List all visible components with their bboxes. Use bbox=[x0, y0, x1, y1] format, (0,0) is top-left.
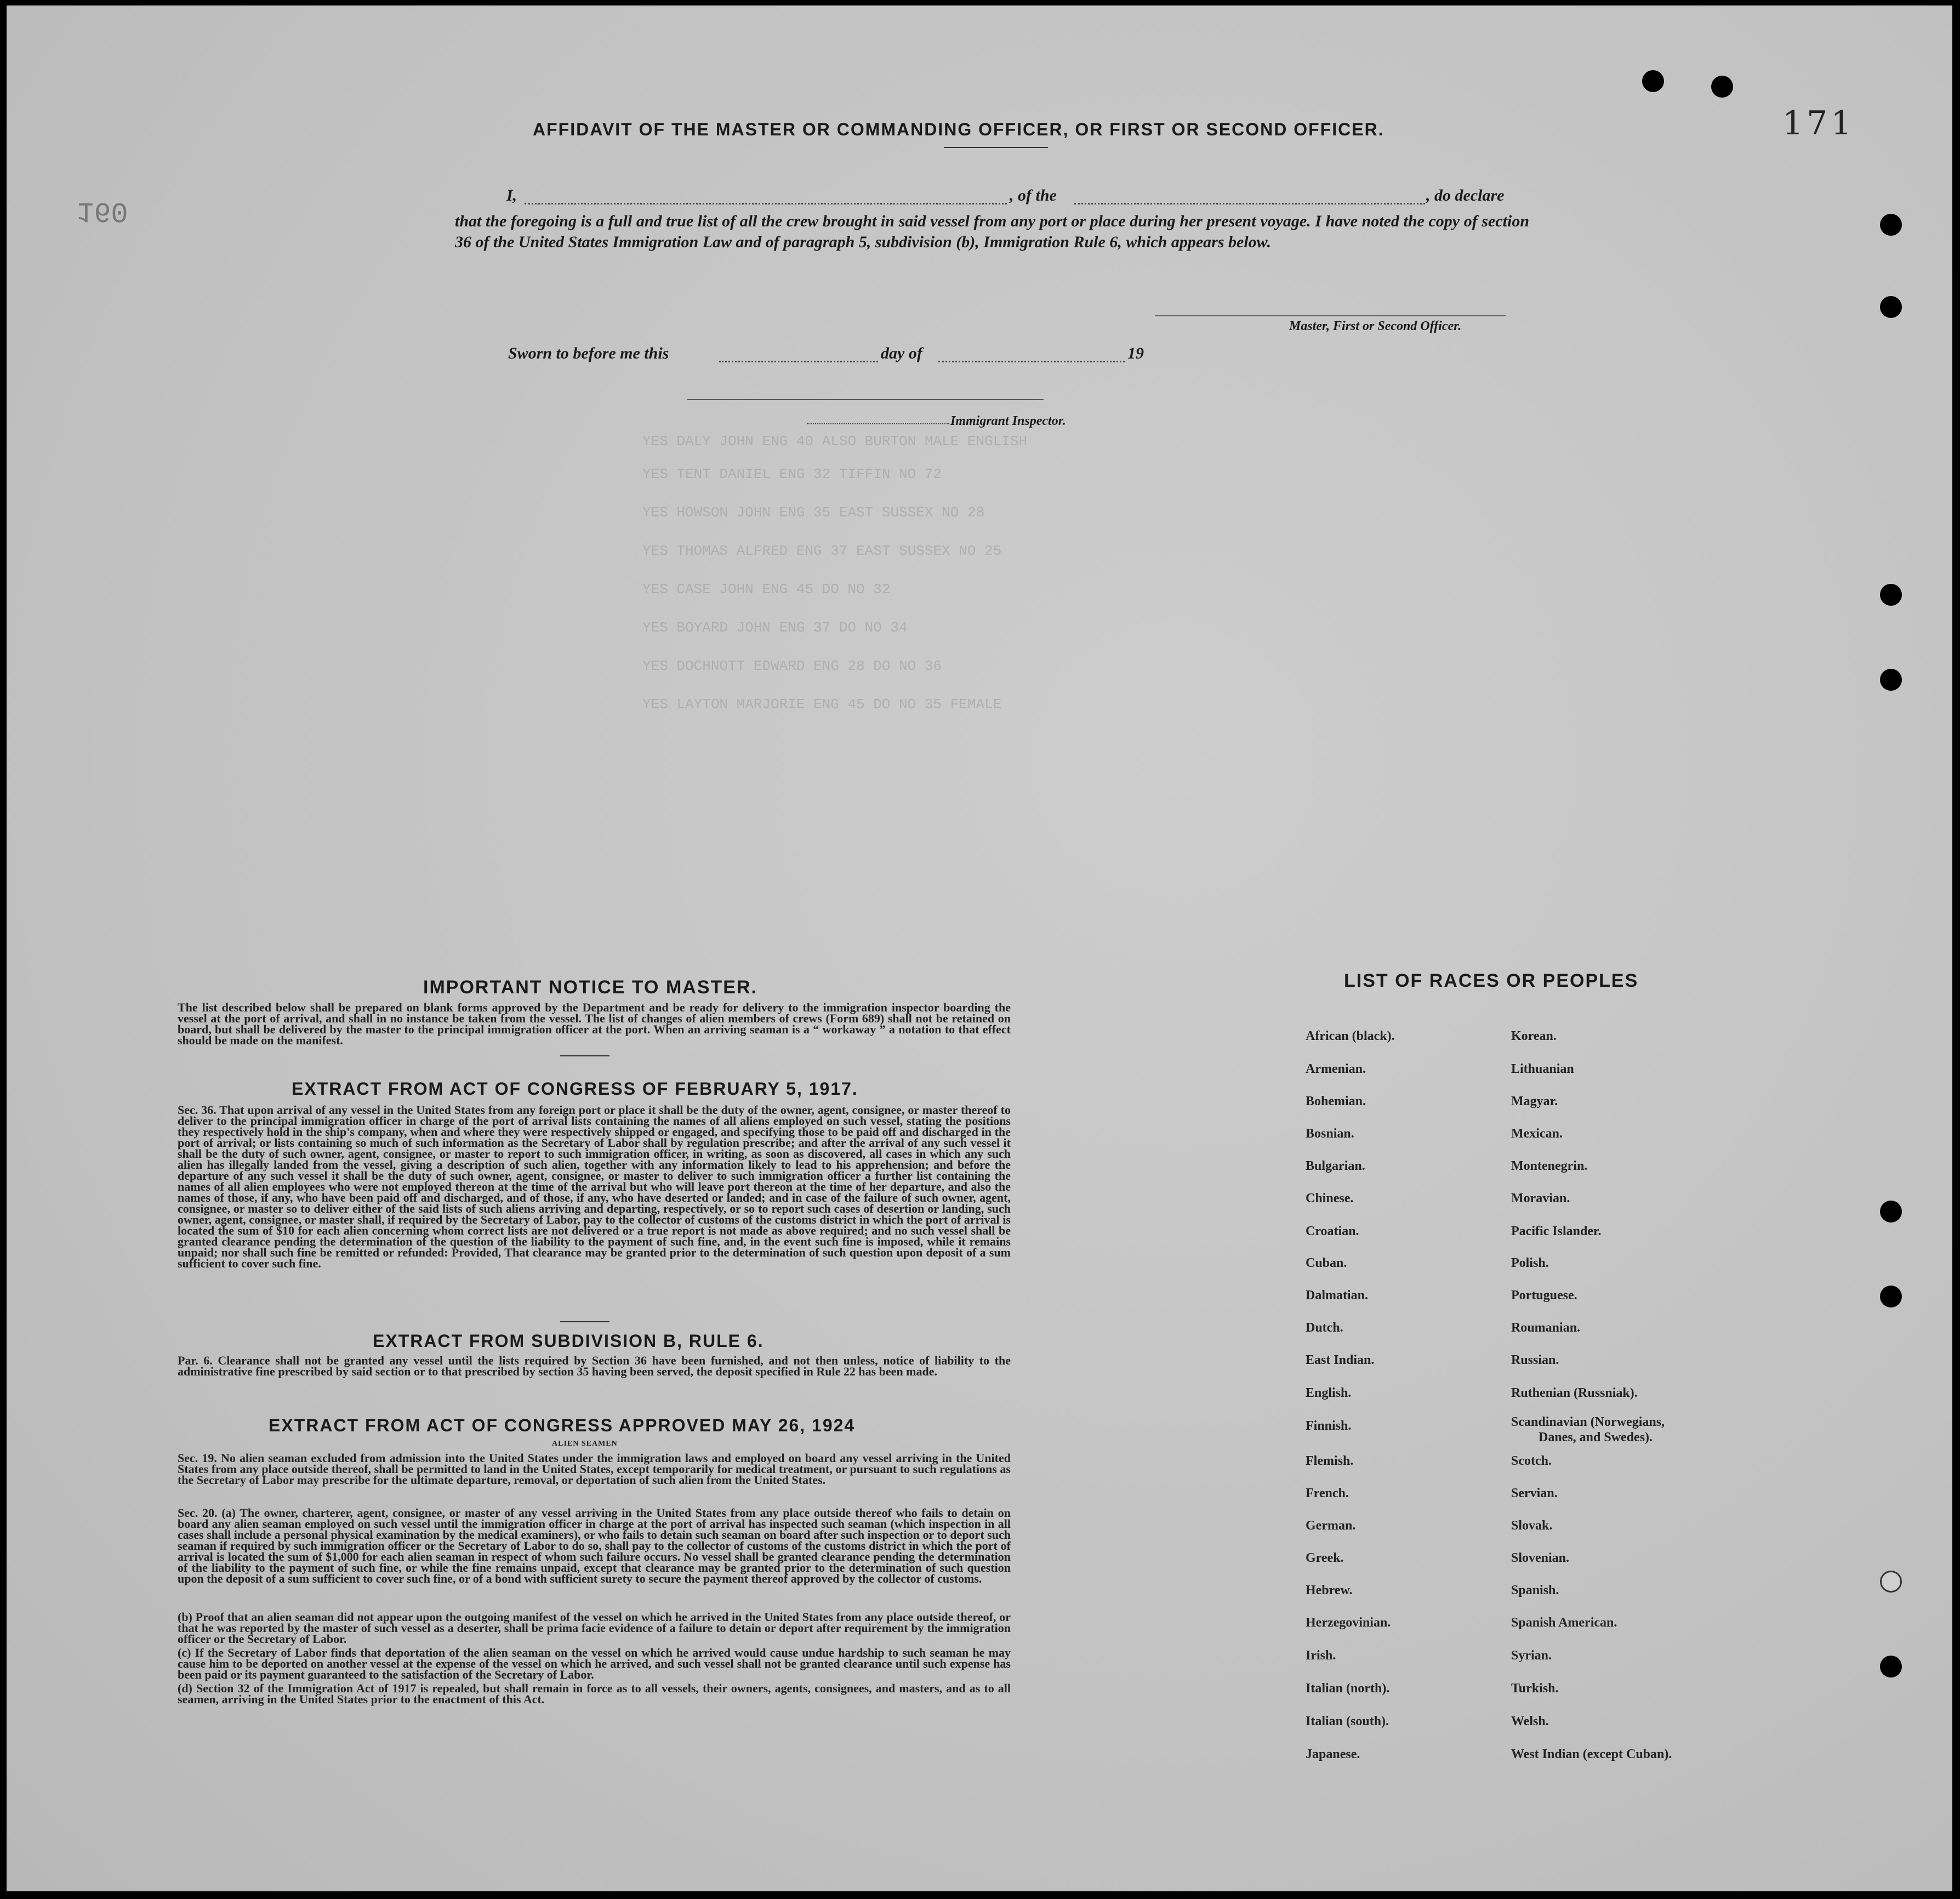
race-item: Bulgarian. bbox=[1306, 1159, 1365, 1173]
ghost-row: YES TENT DANIEL ENG 32 TIFFIN NO 72 bbox=[642, 466, 942, 482]
i-label: I, bbox=[506, 186, 517, 204]
do-declare-label: , do declare bbox=[1426, 186, 1505, 204]
name-line bbox=[525, 203, 1007, 204]
signature-line bbox=[1155, 315, 1506, 316]
race-item: Spanish. bbox=[1511, 1583, 1559, 1597]
divider bbox=[560, 1321, 609, 1322]
ghost-row: YES CASE JOHN ENG 45 DO NO 32 bbox=[642, 581, 891, 598]
race-item: Finnish. bbox=[1306, 1419, 1352, 1433]
margin-number: 160 bbox=[77, 195, 128, 227]
race-item: Pacific Islander. bbox=[1511, 1224, 1602, 1238]
binder-hole bbox=[1880, 1656, 1902, 1678]
extract-1924-subtitle: ALIEN SEAMEN bbox=[552, 1440, 618, 1448]
race-item: Korean. bbox=[1511, 1029, 1557, 1043]
extract-1917-title: EXTRACT FROM ACT OF CONGRESS OF FEBRUARY 5, 1917. bbox=[292, 1079, 858, 1099]
day-line bbox=[719, 361, 878, 362]
race-item: Italian (south). bbox=[1306, 1714, 1389, 1729]
race-item: Turkish. bbox=[1511, 1681, 1559, 1696]
race-item: Armenian. bbox=[1306, 1062, 1366, 1076]
sec-20a-body: Sec. 20. (a) The owner, charterer, agent, consignee, or master of any vessel arriving in the United States from any place outside thereof who fails to detain on board any alien seaman employed on such vessel until the immigration officer in charge at the port of arrival has inspected such seaman (which inspection in all cases shall include a personal physical examination by the medical examiners), or who fails to detain such seaman on board after such inspection or to deport such seaman if required by such immigration officer or the Secretary of Labor to do so, shall pay to the collector of customs of the customs district in which the port of arrival is located the sum of $1,000 for each alien seaman in respect of whom such failure occurs. No vessel shall be granted clearance pending the determination of the liability to the payment of such fine, or while the fine remains unpaid, except that clearance may be granted prior to the determination of such question upon the deposit of a sum sufficient to cover such fine, or of a bond with sufficient surety to secure the payment thereof approved by the collector of customs. bbox=[178, 1506, 1011, 1585]
ghost-row: YES LAYTON MARJORIE ENG 45 DO NO 35 FEMALE bbox=[642, 696, 1002, 713]
race-item: Syrian. bbox=[1511, 1648, 1552, 1663]
race-item: Roumanian. bbox=[1511, 1321, 1581, 1335]
race-item: Bohemian. bbox=[1306, 1094, 1366, 1108]
inspector-line bbox=[687, 399, 1044, 400]
race-item: Portuguese. bbox=[1511, 1288, 1577, 1303]
race-item: Welsh. bbox=[1511, 1714, 1549, 1729]
notice-body: The list described below shall be prepared on blank forms approved by the Department and be ready for delivery to the immigration inspector boarding the vessel at the port of arrival, and shall in no instance be taken from the vessel. The list of changes of alien members of crews (Form 689) shall not be retained on board, but shall be delivered by the master to the principal immigration officer at the port. When an arriving seaman is a “ workaway ” a notation to that effect should be made on the manifest. bbox=[178, 1000, 1011, 1047]
affidavit-body: that the foregoing is a full and true list of all the crew brought in said vessel from any port or place during her present voyage. I have noted the copy of section 36 of the United States Immigration Law and of paragraph 5, subdivision (b), Immigration Rule 6, which appears below. bbox=[455, 212, 1529, 251]
race-item: Montenegrin. bbox=[1511, 1159, 1588, 1173]
race-item: Mexican. bbox=[1511, 1127, 1563, 1141]
race-item: French. bbox=[1306, 1486, 1349, 1500]
race-item: Hebrew. bbox=[1306, 1583, 1353, 1597]
race-item: African (black). bbox=[1306, 1029, 1395, 1043]
of-the-label: , of the bbox=[1010, 186, 1057, 204]
race-item: Dutch. bbox=[1306, 1321, 1343, 1335]
race-item: Slovak. bbox=[1511, 1519, 1553, 1533]
binder-hole bbox=[1711, 76, 1733, 98]
ghost-row: YES DOCHNOTT EDWARD ENG 28 DO NO 36 bbox=[642, 658, 942, 674]
inspector-dotline bbox=[807, 423, 949, 424]
year-prefix: 19 bbox=[1127, 344, 1144, 362]
sec-19-body: Sec. 19. No alien seaman excluded from admission into the United States under the immigration laws and employed on board any vessel arriving in the United States from any place outside thereof, shall be permitted to land in the United States, except temporarily for medical treatment, or pursuant to such regulations as the Secretary of Labor may prescribe for the ultimate departure, removal, or deportation of such alien from the United States. bbox=[178, 1451, 1011, 1487]
race-item: Croatian. bbox=[1306, 1224, 1359, 1238]
race-item: Scotch. bbox=[1511, 1454, 1552, 1468]
race-item: Slovenian. bbox=[1511, 1551, 1570, 1565]
binder-hole bbox=[1880, 1201, 1902, 1223]
race-item: Cuban. bbox=[1306, 1256, 1347, 1270]
race-item: Bosnian. bbox=[1306, 1127, 1354, 1141]
affidavit-title: AFFIDAVIT OF THE MASTER OR COMMANDING OFFICER, OR FIRST OR SECOND OFFICER. bbox=[533, 120, 1384, 139]
ghost-rows-block bbox=[642, 433, 1892, 740]
binder-hole bbox=[1642, 70, 1664, 92]
divider bbox=[560, 1055, 609, 1056]
race-item: Chinese. bbox=[1306, 1191, 1354, 1206]
sec-20c-body: (c) If the Secretary of Labor finds that deportation of the alien seaman on the vessel on which he arrived would cause undue hardship to such seaman he may cause him to be deported on another vessel at the expense of the vessel on which he arrived, and such vessel shall not be granted clearance until such expense has been paid or its payment guaranteed to the satisfaction of the Secretary of Labor. bbox=[178, 1646, 1011, 1681]
race-item: Spanish American. bbox=[1511, 1616, 1617, 1630]
race-item: Scandinavian (Norwegians, bbox=[1511, 1415, 1665, 1429]
race-item: English. bbox=[1306, 1386, 1352, 1400]
race-item: Herzegovinian. bbox=[1306, 1616, 1391, 1630]
month-line bbox=[938, 361, 1125, 362]
race-item: Magyar. bbox=[1511, 1094, 1558, 1108]
race-item: Dalmatian. bbox=[1306, 1288, 1368, 1303]
ghost-row: YES THOMAS ALFRED ENG 37 EAST SUSSEX NO 25 bbox=[642, 543, 1002, 559]
ghost-row: YES BOYARD JOHN ENG 37 DO NO 34 bbox=[642, 619, 908, 636]
race-item: Moravian. bbox=[1511, 1191, 1570, 1206]
binder-hole bbox=[1880, 1571, 1902, 1593]
extract-rule6-title: EXTRACT FROM SUBDIVISION B, RULE 6. bbox=[373, 1331, 764, 1351]
sec-20b-body: (b) Proof that an alien seaman did not appear upon the outgoing manifest of the vessel on which he arrived in the United States from any place outside thereof, or that he was reported by the master of such vessel as a deserter, shall be prima facie evidence of a failure to detain or deport after requirement by the immigration officer or the Secretary of Labor. bbox=[178, 1610, 1011, 1646]
sec-20d-body: (d) Section 32 of the Immigration Act of 1917 is repealed, but shall remain in force as to all vessels, their owners, agents, consignees, and masters, and as to all seamen, arriving in the United States prior to the enactment of this Act. bbox=[178, 1681, 1011, 1706]
ghost-row: YES HOWSON JOHN ENG 35 EAST SUSSEX NO 28 bbox=[642, 504, 985, 521]
ghost-row: YES DALY JOHN ENG 40 ALSO BURTON MALE ENGLISH bbox=[642, 433, 1028, 450]
races-title: LIST OF RACES OR PEOPLES bbox=[1344, 970, 1639, 991]
race-item: Lithuanian bbox=[1511, 1062, 1574, 1076]
race-item: West Indian (except Cuban). bbox=[1511, 1747, 1672, 1761]
extract-1924-title: EXTRACT FROM ACT OF CONGRESS APPROVED MAY 26, 1924 bbox=[269, 1415, 856, 1435]
binder-hole bbox=[1880, 296, 1902, 318]
race-item: Irish. bbox=[1306, 1648, 1336, 1663]
day-of-label: day of bbox=[881, 344, 922, 362]
race-item: Greek. bbox=[1306, 1551, 1344, 1565]
race-item-continuation: Danes, and Swedes). bbox=[1539, 1430, 1653, 1445]
binder-hole bbox=[1880, 1286, 1902, 1307]
race-item: Polish. bbox=[1511, 1256, 1549, 1270]
race-item: Italian (north). bbox=[1306, 1681, 1390, 1696]
extract-1917-body: Sec. 36. That upon arrival of any vessel in the United States from any foreign port or place it shall be the duty of the owner, agent, consignee, or master thereof to deliver to the principal immigration officer in charge of the port of arrival lists containing the names of all aliens employed on such vessel, stating the positions they respectively hold in the ship's company, when and where they were respectively shipped or engaged, and specifying those to be paid off and discharged in the port of arrival; or lists containing so much of such information as the Secretary of Labor shall by regulation prescribe; and after the arrival of any such vessel it shall be the duty of such owner, agent, consignee, or master to report to such immigration officer, in writing, as soon as discovered, all cases in which any such alien has illegally landed from the vessel, giving a description of such alien, together with any information likely to lead to his apprehension; and before the departure of any such vessel it shall be the duty of such owner, agent, consignee, or master to deliver to such immigration officer a further list containing the names of all alien employees who were not employed thereon at the time of the arrival but who will leave port thereon at the time of her departure, and also the names of those, if any, who have been paid off and discharged, and of those, if any, who have deserted or landed; and in case of the failure of such owner, agent, consignee, or master so to deliver either of the said lists of such aliens arriving and departing, respectively, or so to report such cases of desertion or landing, such owner, agent, consignee, or master shall, if required by the Secretary of Labor, pay to the collector of customs of the customs district in which the port of arrival is located the sum of $10 for each alien concerning whom correct lists are not delivered or a true report is not made as above required; and no such vessel shall be granted clearance pending the determination of the question of the liability to the payment of such fine, and, in the event such fine is imposed, while it remains unpaid; nor shall such fine be remitted or refunded: Provided, That clearance may be granted prior to the determination of such question upon deposit of a sum sufficient to cover such fine. bbox=[178, 1103, 1011, 1270]
race-item: East Indian. bbox=[1306, 1353, 1375, 1367]
divider bbox=[944, 147, 1048, 148]
inspector-caption: Immigrant Inspector. bbox=[950, 414, 1066, 428]
vessel-line bbox=[1074, 203, 1425, 204]
extract-rule6-body: Par. 6. Clearance shall not be granted any vessel until the lists required by Section 36 have been furnished, and not then unless, notice of liability to the administrative fine prescribed by said section or to that prescribed by section 35 having been served, the deposit specified in Rule 22 has been made. bbox=[178, 1354, 1011, 1378]
signature-caption: Master, First or Second Officer. bbox=[1289, 319, 1462, 333]
binder-hole bbox=[1880, 214, 1902, 236]
notice-title: IMPORTANT NOTICE TO MASTER. bbox=[423, 977, 757, 998]
page-number: 171 bbox=[1782, 104, 1855, 143]
race-item: Servian. bbox=[1511, 1486, 1558, 1500]
race-item: Flemish. bbox=[1306, 1454, 1354, 1468]
document-page bbox=[7, 5, 1952, 1891]
race-item: Japanese. bbox=[1306, 1747, 1360, 1761]
race-item: Russian. bbox=[1511, 1353, 1559, 1367]
race-item: German. bbox=[1306, 1519, 1356, 1533]
sworn-label: Sworn to before me this bbox=[508, 344, 669, 362]
race-item: Ruthenian (Russniak). bbox=[1511, 1386, 1638, 1400]
